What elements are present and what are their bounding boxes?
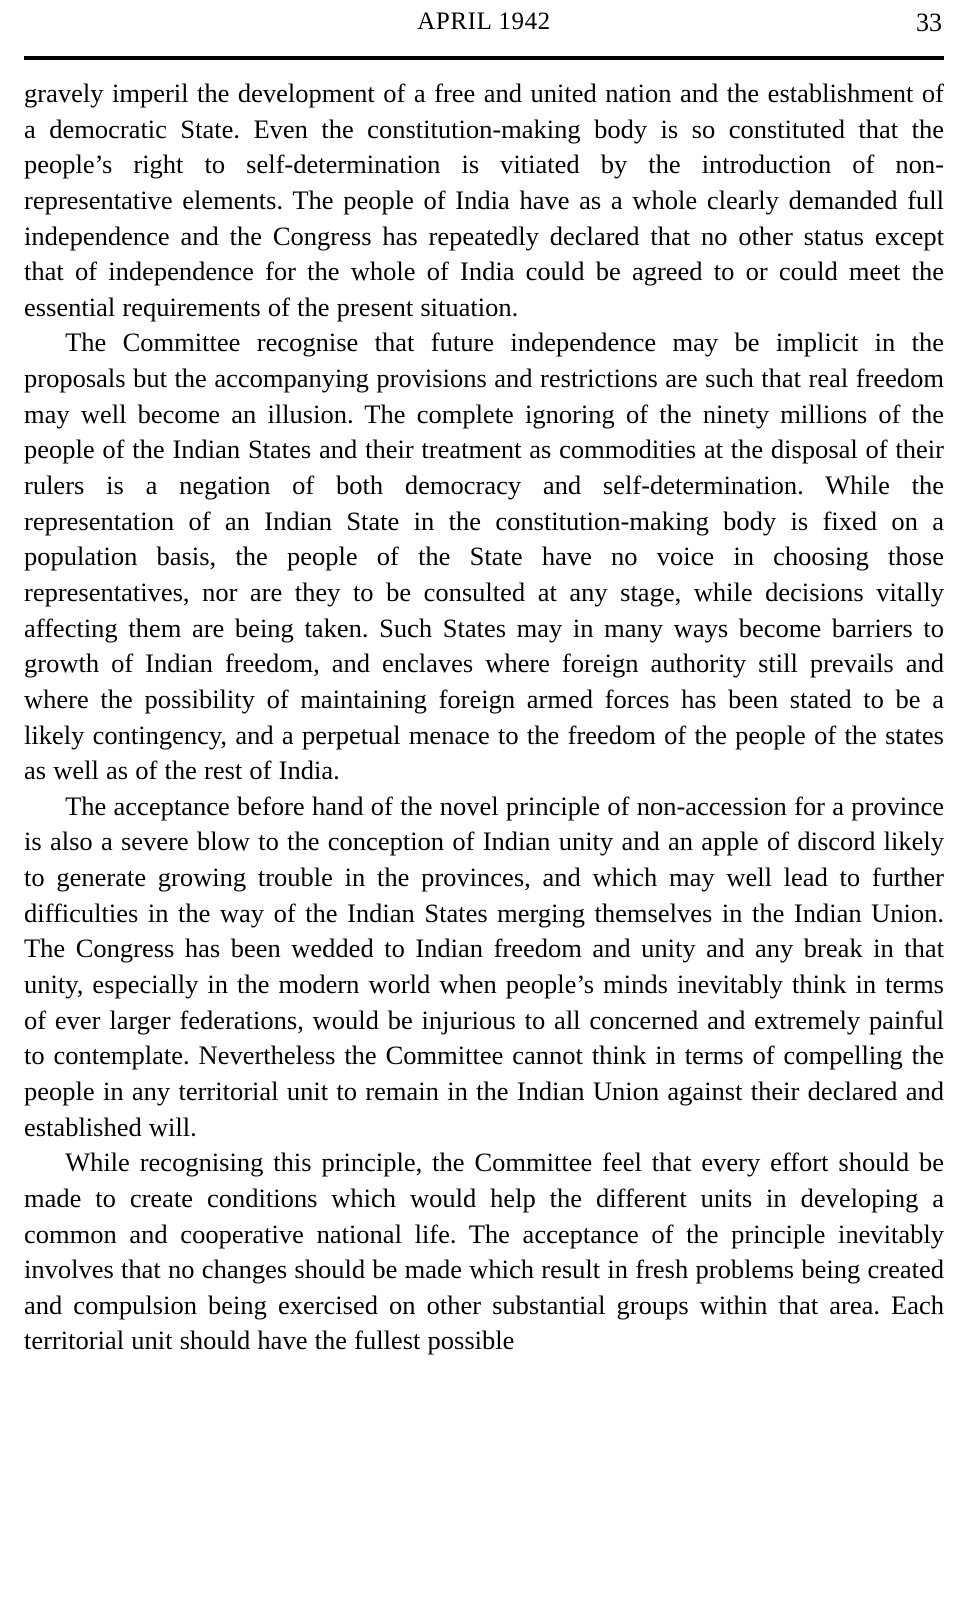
paragraph: gravely imperil the development of a free and united nation and the establishment of a democratic State. Even the constitution-making body is so constituted that the people’s right to self-determination is vitiated by the introduction of non-representative elements. The people of India have as a whole clearly demanded full independence and the Congress has repeatedly declared that no other status except that of independence for the whole of India could be agreed to or could meet the essential requirements of the present situation.: [24, 78, 944, 322]
paragraph: The Committee recognise that future independence may be implicit in the proposals but the accompanying provisions and restrictions are such that real freedom may well become an illusion. The complete ignoring of the ninety millions of the people of the Indian States and their treatment as commodities at the disposal of their rulers is a negation of both democracy and self-determination. While the representation of an Indian State in the constitution-making body is fixed on a population basis, the people of the State have no voice in choosing those representatives, nor are they to be consulted at any stage, while decisions vitally affecting them are being taken. Such States may in many ways become barriers to growth of Indian freedom, and enclaves where foreign authority still prevails and where the possibility of maintaining foreign armed forces has been stated to be a likely contingency, and a perpetual menace to the freedom of the people of the states as well as of the rest of India.: [24, 327, 944, 786]
paragraph: While recognising this principle, the Committee feel that every effort should be made to create conditions which would help the different units in developing a common and cooperative national life. The acceptance of the principle inevitably involves that no changes should be made which result in fresh problems being created and compulsion being exercised on other substantial groups within that area. Each territorial unit should have the fullest possible: [24, 1147, 944, 1356]
page-header: [24, 0, 944, 52]
header-divider: [24, 56, 944, 60]
body-text: [24, 76, 944, 1359]
paragraph: The acceptance before hand of the novel principle of non-accession for a province is also a severe blow to the conception of Indian unity and an apple of discord likely to generate growing trouble in the provinces, and which may well lead to further difficulties in the way of the Indian States merging themselves in the Indian Union. The Congress has been wedded to Indian freedom and unity and any break in that unity, especially in the modern world when people’s minds inevitably think in terms of ever larger federations, would be injurious to all concerned and extremely painful to contemplate. Nevertheless the Committee cannot think in terms of compelling the people in any territorial unit to remain in the Indian Union against their declared and established will.: [24, 790, 944, 1142]
header-title: APRIL 1942: [417, 8, 551, 35]
page-number: 33: [916, 8, 942, 37]
